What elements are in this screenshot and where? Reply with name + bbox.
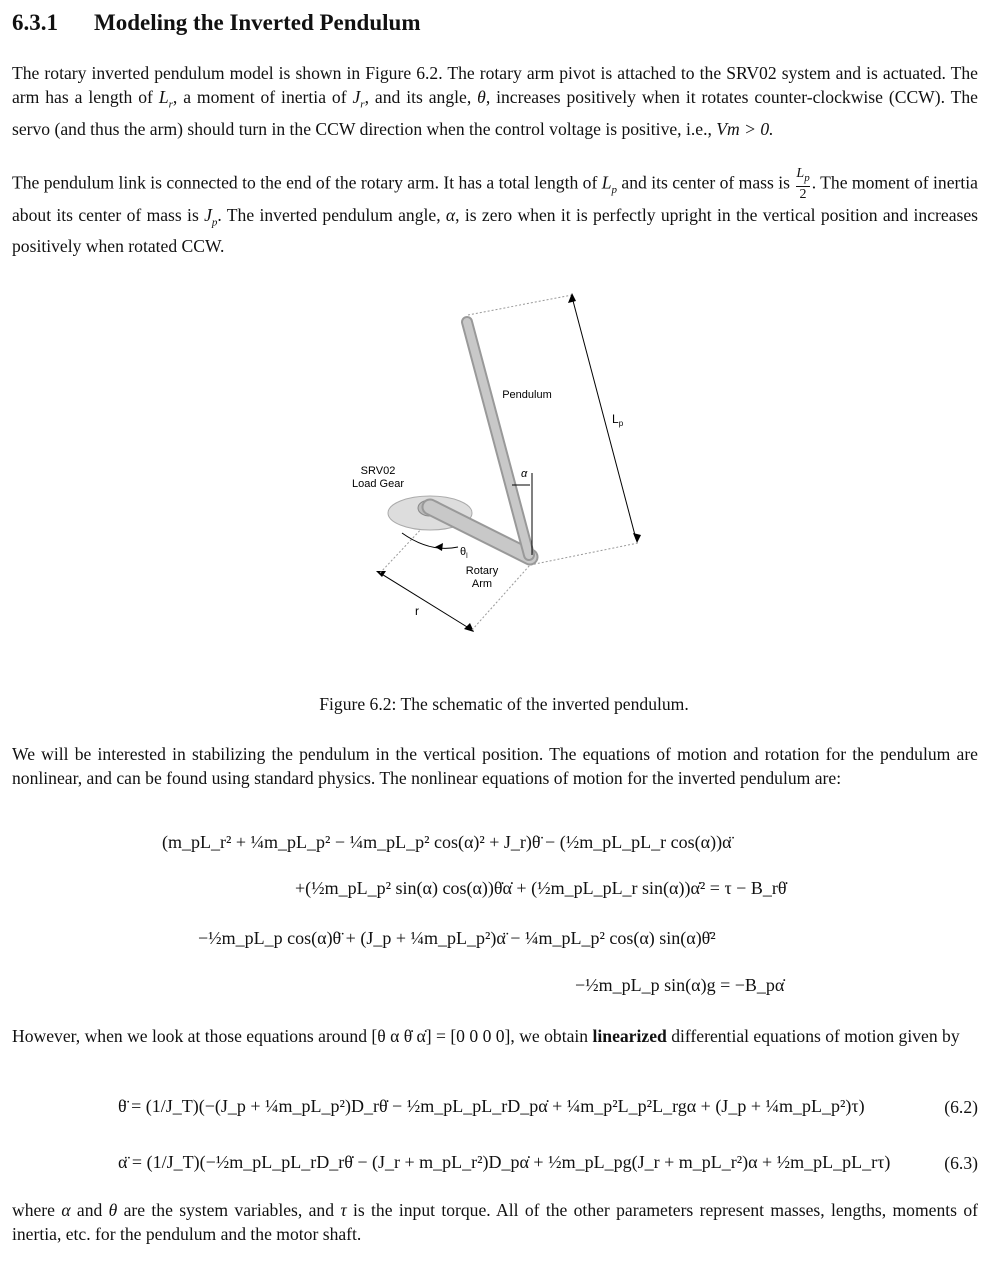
section-title: Modeling the Inverted Pendulum xyxy=(94,10,421,35)
symbol-jp: J xyxy=(204,204,212,225)
lp-dimension-line xyxy=(572,297,636,539)
text: is the input torque. All of the other parameters represent masses, lengths, moments of inertia, etc. for the pendulum and the motor shaft. xyxy=(12,1200,978,1244)
equation-alpha-ddot: α̈ = (1/J_T)(−½m_pL_pL_rD_rθ̇ − (J_r + m_pL_r²)D_pα̇ + ½m_pL_pg(J_r + m_pL_r²)α + ½m_pL_pL_rτ) xyxy=(118,1152,891,1172)
symbol-tau: τ xyxy=(340,1200,347,1220)
section-heading xyxy=(12,10,420,36)
symbol-jr: J xyxy=(352,87,361,107)
symbol-lp-sub: p xyxy=(611,183,618,196)
equation-number-6-2: (6.2) xyxy=(944,1097,978,1117)
equation-nonlinear-2: +(½m_pL_p² sin(α) cos(α))θ̇α̇ + (½m_pL_pL_r sin(α))α̇² = τ − B_rθ̇ xyxy=(295,878,787,898)
symbol-alpha: α xyxy=(61,1200,71,1220)
symbol-theta: θ xyxy=(108,1200,118,1220)
equation-theta-ddot: θ̈ = (1/J_T)(−(J_p + ¼m_pL_p²)D_rθ̇ − ½m_pL_pL_rD_pα̇ + ¼m_p²L_p²L_rgα + (J_p + ¼m_pL_p²)τ) xyxy=(118,1096,865,1116)
text: Vm > 0. xyxy=(716,118,774,139)
text: , and its angle, xyxy=(364,87,478,107)
lp-extension-top xyxy=(468,295,572,315)
arrow-head xyxy=(464,623,474,632)
text: The rotary inverted pendulum model is shown in Figure 6.2. The rotary arm pivot is attached to the SRV02 system and is actuated. The arm has a length of xyxy=(12,63,978,107)
frac-num-sub: p xyxy=(804,171,810,184)
text: , we obtain xyxy=(510,1026,593,1046)
label-theta-sub: l xyxy=(466,553,468,560)
label-pendulum: Pendulum xyxy=(502,389,552,401)
equation-nonlinear-4: −½m_pL_p sin(α)g = −B_pα̇ xyxy=(575,975,785,995)
pendulum-rod-face xyxy=(467,322,529,555)
text: and its center of mass is xyxy=(617,172,795,193)
symbol-theta: θ xyxy=(477,87,486,107)
lp-extension-bottom xyxy=(530,543,638,565)
figure-caption: Figure 6.2: The schematic of the inverted pendulum. xyxy=(319,694,689,714)
label-theta xyxy=(460,546,468,560)
r-dimension-line xyxy=(380,573,472,630)
text: differential equations of motion given by xyxy=(666,1026,960,1046)
text: . The moment of inertia about its center of mass is xyxy=(12,172,978,225)
symbol-lp: L xyxy=(601,172,612,193)
pendulum-schematic xyxy=(330,285,670,645)
text: and xyxy=(70,1200,109,1220)
label-theta-main: θ xyxy=(460,546,467,558)
paragraph-variables xyxy=(12,1198,978,1246)
label-lp-sub: p xyxy=(618,419,624,428)
symbol-lr-sub: r xyxy=(168,98,173,111)
equation-number-6-3: (6.3) xyxy=(944,1153,978,1173)
label-arm: Arm xyxy=(471,578,493,590)
text: The pendulum link is connected to the end of the rotary arm. It has a total length of xyxy=(12,172,602,193)
frac-den: 2 xyxy=(796,186,809,203)
symbol-alpha: α xyxy=(445,204,456,225)
text: . The inverted pendulum angle, xyxy=(217,204,446,225)
label-load-gear: Load Gear xyxy=(352,478,404,490)
label-r: r xyxy=(415,604,419,618)
label-alpha: α xyxy=(521,468,528,480)
equation-nonlinear-1: (m_pL_r² + ¼m_pL_p² − ¼m_pL_p² cos(α)² + J_r)θ̈ − (½m_pL_pL_r cos(α))α̈ xyxy=(162,832,732,852)
text: , increases positively when it rotates counter-clockwise (CCW). The servo (and thus the arm) should turn in the CCW direction when the control voltage is positive, i.e., xyxy=(12,87,978,139)
label-rotary: Rotary xyxy=(465,565,499,577)
label-srv02: SRV02 xyxy=(360,465,396,477)
fraction-lp-half xyxy=(796,166,809,203)
text: However, when we look at those equations around xyxy=(12,1026,372,1046)
symbol-lr: L xyxy=(158,87,169,107)
paragraph-pendulum-link xyxy=(12,166,978,258)
text-bold: linearized xyxy=(592,1026,667,1046)
arrow-head xyxy=(435,543,443,551)
text: , a moment of inertia of xyxy=(172,87,353,107)
arrow-head xyxy=(633,533,641,543)
text: , is zero when it is perfectly upright in the vertical position and increases positively when rotated CCW. xyxy=(12,204,979,257)
frac-num: L xyxy=(796,166,805,181)
text: where xyxy=(12,1200,62,1220)
r-extension xyxy=(380,525,425,573)
paragraph-stabilizing: We will be interested in stabilizing the pendulum in the vertical position. The equations of motion and rotation for the pendulum are nonlinear, and can be found using standard physics. The nonlinear equations of motion for the inverted pendulum are: xyxy=(12,744,978,788)
arrow-head xyxy=(568,293,576,303)
label-lp-main: L xyxy=(612,412,619,426)
equation-nonlinear-3: −½m_pL_p cos(α)θ̈ + (J_p + ¼m_pL_p²)α̈ − ¼m_pL_p² cos(α) sin(α)θ̇² xyxy=(198,928,716,948)
symbol-jr-sub: r xyxy=(360,98,365,111)
section-number: 6.3.1 xyxy=(12,10,58,35)
state-vector: [θ α θ̇ α̇] = [0 0 0 0] xyxy=(371,1026,511,1046)
paragraph-intro xyxy=(12,61,978,141)
paragraph-linearized xyxy=(12,1024,978,1048)
text: are the system variables, and xyxy=(117,1200,341,1220)
label-lp xyxy=(612,412,624,428)
symbol-jp-sub: p xyxy=(211,216,218,229)
